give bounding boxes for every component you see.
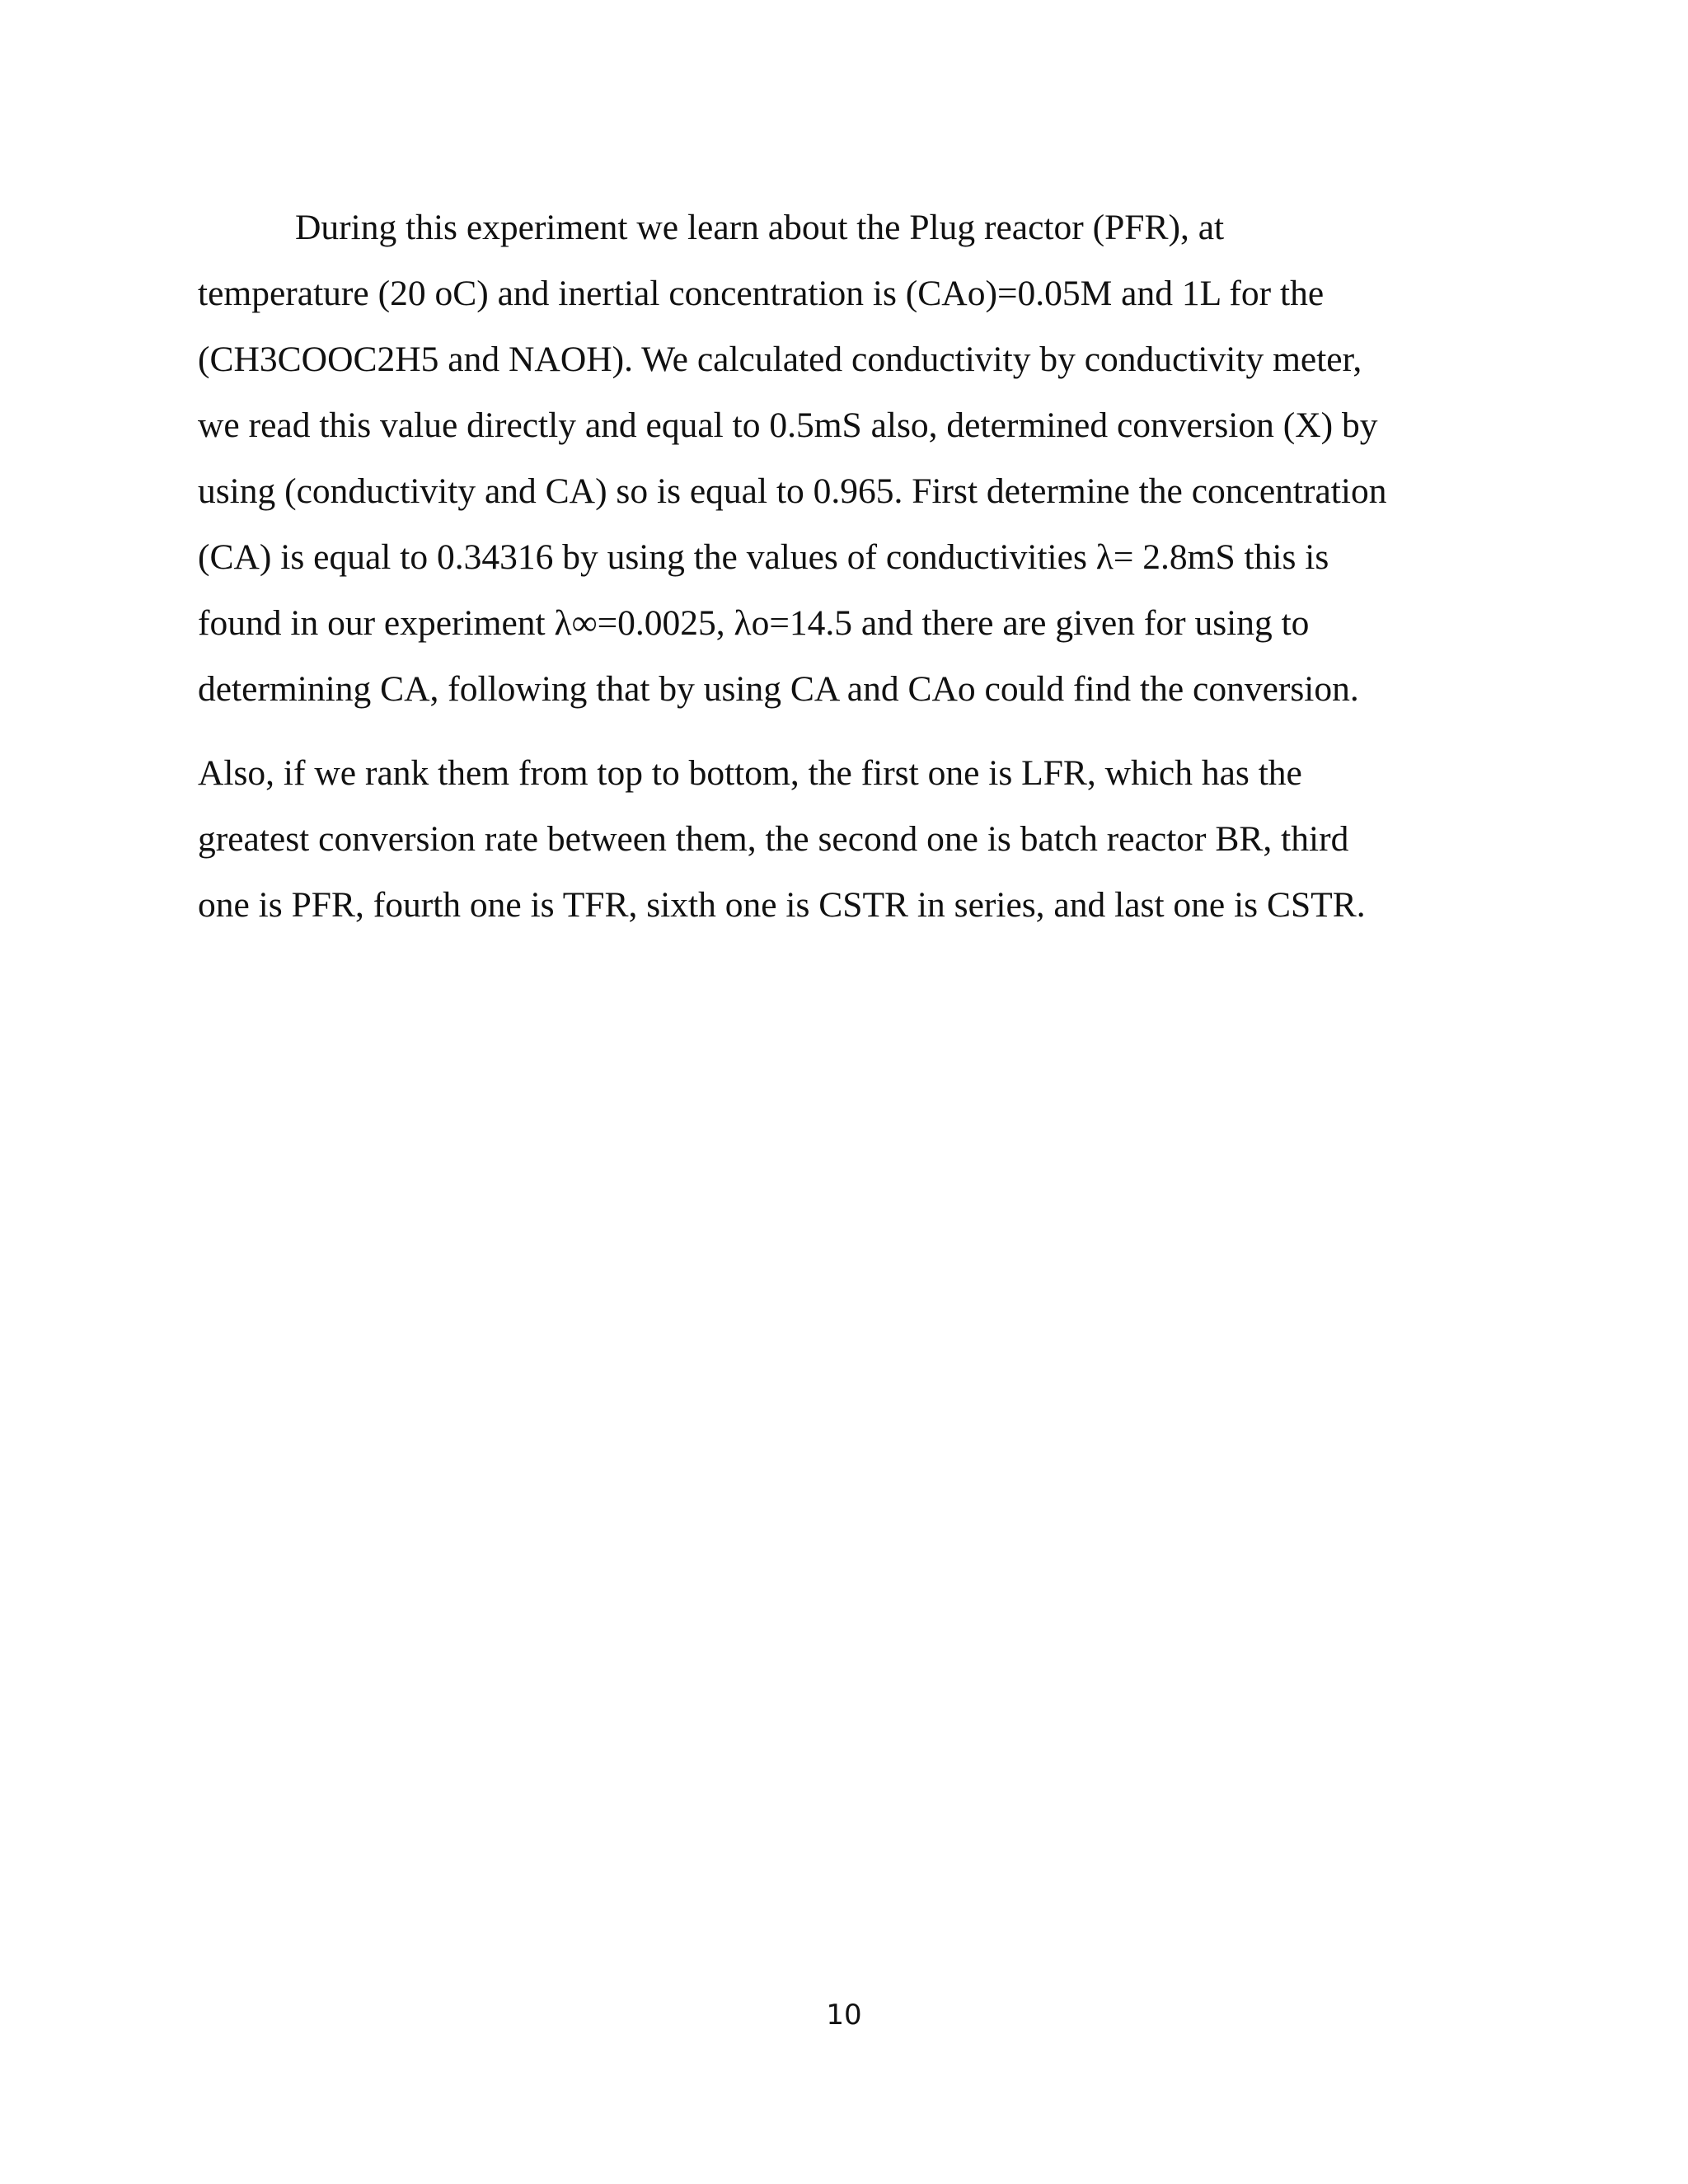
paragraph-line: (CH3COOC2H5 and NAOH). We calculated conductivity by conductivity meter, — [198, 340, 1362, 379]
paragraph-line: greatest conversion rate between them, the second one is batch reactor BR, third — [198, 819, 1349, 859]
paragraph-line: using (conductivity and CA) so is equal to 0.965. First determine the concentration — [198, 471, 1387, 511]
paragraph-2 — [198, 740, 1500, 938]
paragraph-line: we read this value directly and equal to 0.5mS also, determined conversion (X) by — [198, 405, 1378, 445]
paragraph-line: (CA) is equal to 0.34316 by using the values of conductivities λ= 2.8mS this is — [198, 537, 1329, 577]
paragraph-line: temperature (20 oC) and inertial concentration is (CAo)=0.05M and 1L for the — [198, 274, 1325, 313]
page-number: 10 — [826, 1999, 862, 2032]
paragraph-1 — [198, 194, 1500, 722]
paragraph-line: Also, if we rank them from top to bottom, the first one is LFR, which has the — [198, 753, 1302, 793]
paragraph-line: found in our experiment λ∞=0.0025, λo=14.5 and there are given for using to — [198, 603, 1310, 643]
paragraph-line: one is PFR, fourth one is TFR, sixth one is CSTR in series, and last one is CSTR. — [198, 885, 1366, 925]
body-text — [198, 194, 1500, 938]
paragraph-line: determining CA, following that by using CA and CAo could find the conversion. — [198, 669, 1359, 709]
paragraph-line: During this experiment we learn about the Plug reactor (PFR), at — [295, 208, 1225, 247]
